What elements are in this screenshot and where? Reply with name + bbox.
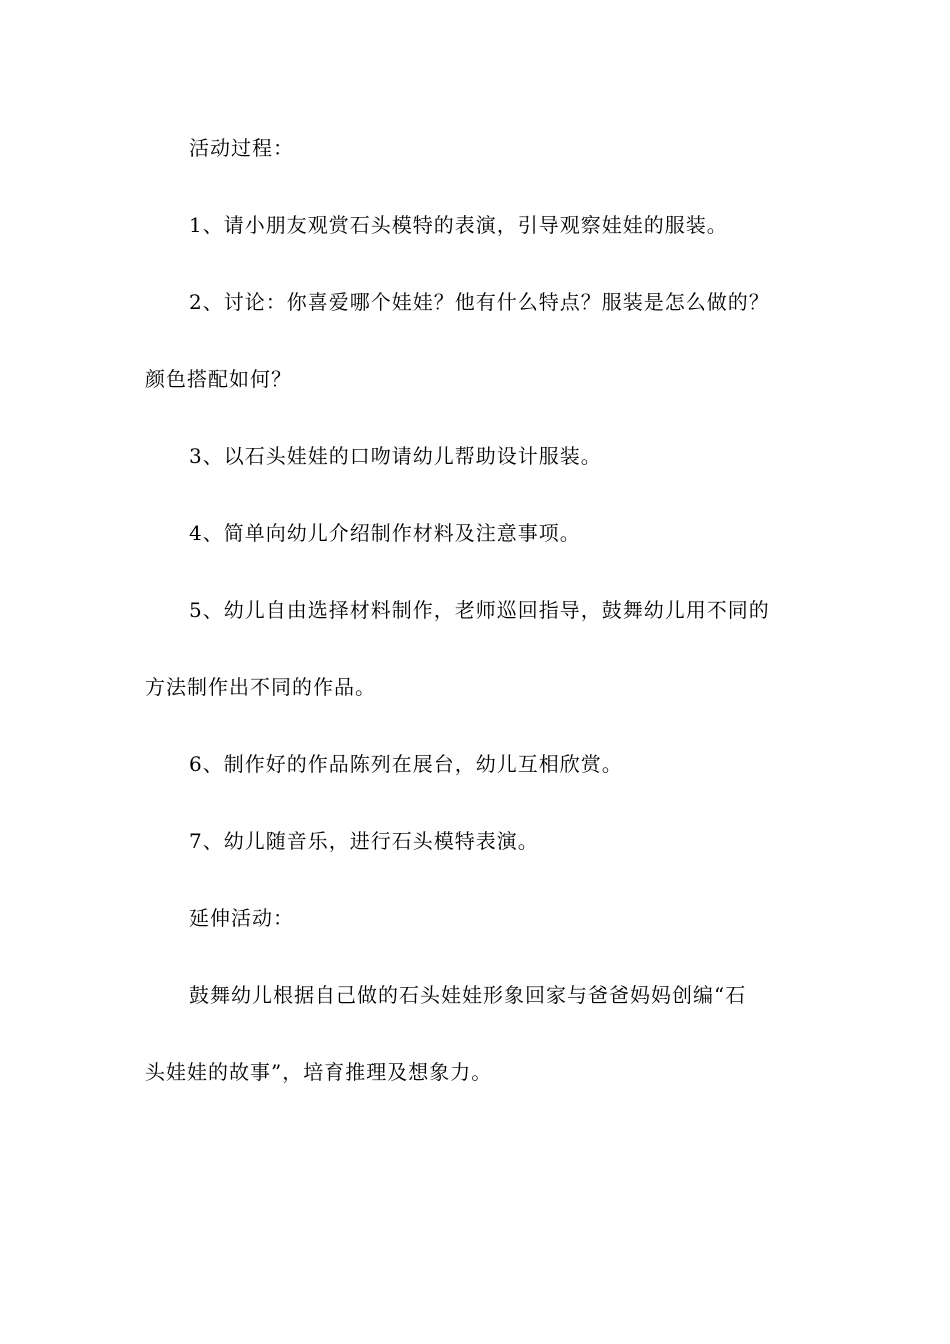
extension-paragraph-line-2: 头娃娃的故事”，培育推理及想象力。 xyxy=(145,1060,493,1084)
step-5: 5、幼儿自由选择材料制作，老师巡回指导，鼓舞幼儿用不同的 xyxy=(189,598,770,622)
heading-activity-process: 活动过程： xyxy=(189,136,294,160)
step-1: 1、请小朋友观赏石头模特的表演，引导观察娃娃的服装。 xyxy=(189,213,728,237)
step-2: 2、讨论：你喜爱哪个娃娃？他有什么特点？服装是怎么做的？ xyxy=(189,290,770,314)
step-4: 4、简单向幼儿介绍制作材料及注意事项。 xyxy=(189,521,581,545)
step-5-continuation: 方法制作出不同的作品。 xyxy=(145,675,376,699)
step-6: 6、制作好的作品陈列在展台，幼儿互相欣赏。 xyxy=(189,752,623,776)
extension-paragraph-line-1: 鼓舞幼儿根据自己做的石头娃娃形象回家与爸爸妈妈创编“石 xyxy=(189,983,747,1007)
document-body xyxy=(145,130,805,1090)
step-2-continuation: 颜色搭配如何？ xyxy=(145,367,292,391)
step-3: 3、以石头娃娃的口吻请幼儿帮助设计服装。 xyxy=(189,444,602,468)
step-7: 7、幼儿随音乐，进行石头模特表演。 xyxy=(189,829,539,853)
heading-extension-activity: 延伸活动： xyxy=(189,906,294,930)
